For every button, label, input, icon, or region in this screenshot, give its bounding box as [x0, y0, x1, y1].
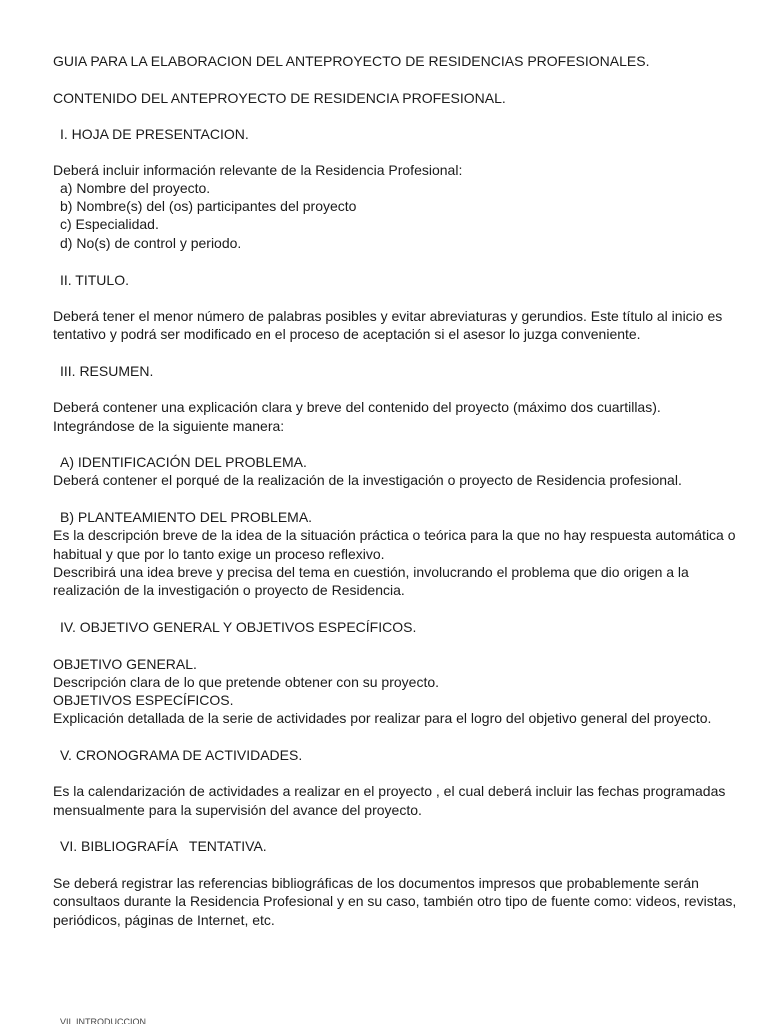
paragraph-line: OBJETIVO GENERAL. [53, 656, 197, 672]
section-heading-objetivos: IV. OBJETIVO GENERAL Y OBJETIVOS ESPECÍFICOS. [60, 619, 417, 635]
list-item: c) Especialidad. [60, 216, 159, 232]
list-item: a) Nombre del proyecto. [60, 180, 211, 196]
paragraph-line: Se deberá registrar las referencias bibliográficas de los documentos impresos que probablemente serán [53, 875, 699, 891]
paragraph-line: realización de la investigación o proyecto de Residencia. [53, 582, 405, 598]
list-item: b) Nombre(s) del (os) participantes del proyecto [60, 198, 357, 214]
section-intro: Deberá incluir información relevante de la Residencia Profesional: [53, 162, 463, 178]
paragraph-line: consultaos durante la Residencia Profesional y en su caso, también otro tipo de fuente como: videos, revistas, [53, 893, 737, 909]
section-heading-resumen: III. RESUMEN. [60, 363, 154, 379]
paragraph-line: Integrándose de la siguiente manera: [53, 418, 285, 434]
paragraph-line: Deberá contener una explicación clara y breve del contenido del proyecto (máximo dos cuartillas). [53, 399, 661, 415]
paragraph-line: OBJETIVOS ESPECÍFICOS. [53, 692, 234, 708]
document-subtitle: CONTENIDO DEL ANTEPROYECTO DE RESIDENCIA PROFESIONAL. [53, 90, 506, 106]
section-heading-bibliografia: VI. BIBLIOGRAFÍA TENTATIVA. [60, 838, 267, 854]
section-heading-hoja-presentacion: I. HOJA DE PRESENTACION. [60, 126, 249, 142]
paragraph-line: Es la descripción breve de la idea de la situación práctica o teórica para la que no hay respuesta automática o [53, 527, 736, 543]
subsection-heading-identificacion: A) IDENTIFICACIÓN DEL PROBLEMA. [60, 454, 307, 470]
paragraph-line: mensualmente para la supervisión del avance del proyecto. [53, 802, 422, 818]
paragraph-line: Explicación detallada de la serie de actividades por realizar para el logro del objetivo general del proyecto. [53, 710, 712, 726]
section-heading-introduccion-cut: VII. INTRODUCCION. [60, 1017, 149, 1024]
document-title: GUIA PARA LA ELABORACION DEL ANTEPROYECTO DE RESIDENCIAS PROFESIONALES. [53, 53, 650, 69]
subsection-heading-planteamiento: B) PLANTEAMIENTO DEL PROBLEMA. [60, 509, 313, 525]
paragraph-line: tentativo y podrá ser modificado en el proceso de aceptación si el asesor lo juzga conveniente. [53, 326, 641, 342]
paragraph-line: periódicos, páginas de Internet, etc. [53, 912, 275, 928]
section-heading-cronograma: V. CRONOGRAMA DE ACTIVIDADES. [60, 747, 303, 763]
paragraph-line: Describirá una idea breve y precisa del tema en cuestión, involucrando el problema que dio origen a la [53, 564, 689, 580]
paragraph-line: Deberá contener el porqué de la realización de la investigación o proyecto de Residencia profesional. [53, 472, 682, 488]
list-item: d) No(s) de control y periodo. [60, 235, 242, 251]
paragraph-line: Deberá tener el menor número de palabras posibles y evitar abreviaturas y gerundios. Este título al inicio es [53, 308, 723, 324]
paragraph-line: habitual y que por lo tanto exige un proceso reflexivo. [53, 546, 385, 562]
paragraph-line: Descripción clara de lo que pretende obtener con su proyecto. [53, 674, 440, 690]
section-heading-titulo: II. TITULO. [60, 272, 129, 288]
paragraph-line: Es la calendarización de actividades a realizar en el proyecto , el cual deberá incluir las fechas programadas [53, 783, 726, 799]
